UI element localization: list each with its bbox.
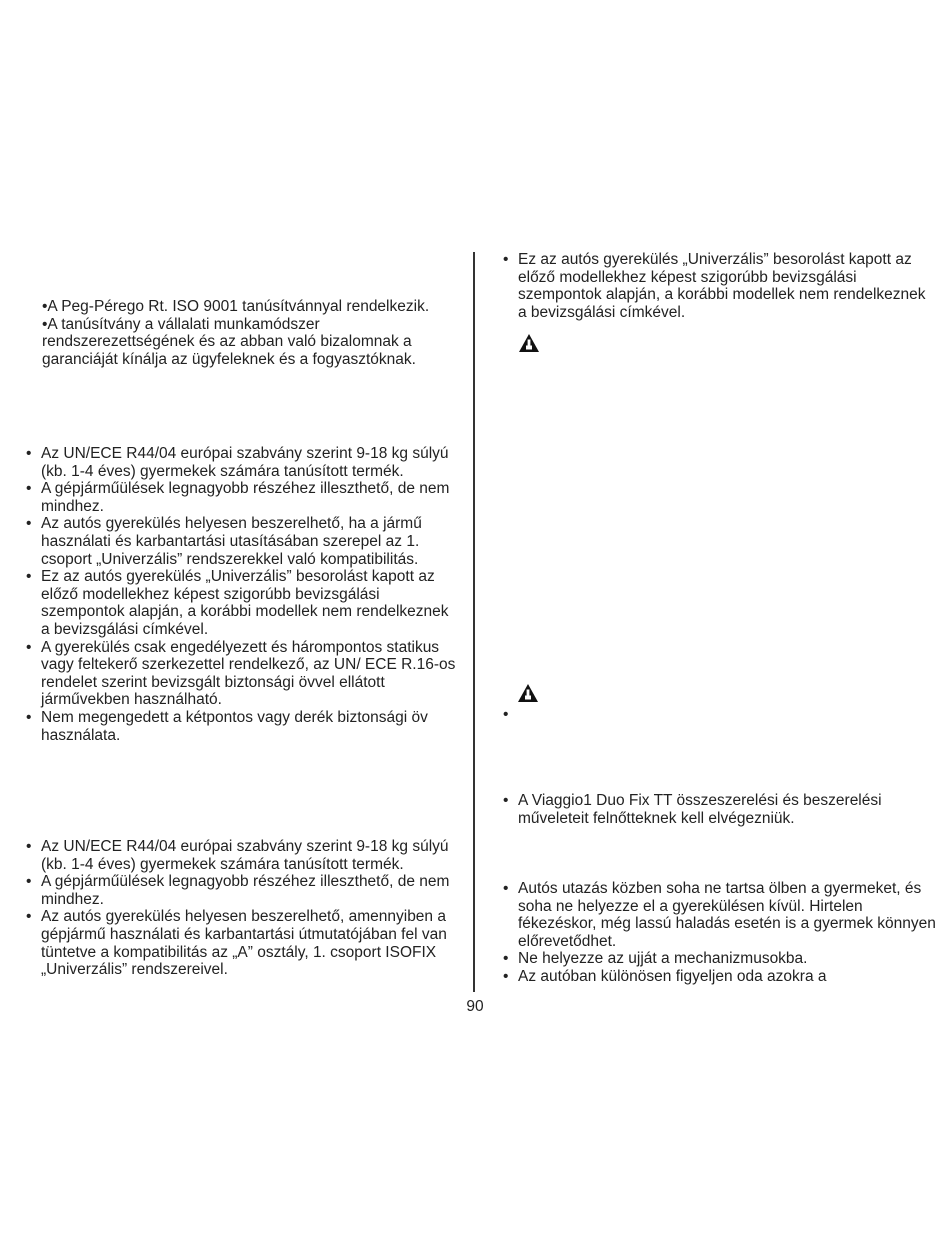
list-item: • Ez az autós gyerekülés „Univerzális” besorolást kapott az előző modellekhez képest szigorúbb bevizsgálási szempontok alapján, a korábbi modellek nem rendelkeznek a bevizsgálási címkével.: [503, 251, 938, 321]
list-item: • Az autós gyerekülés helyesen beszerelhető, ha a jármű használati és karbantartási utasításában szerepel az 1. csoport „Univerzális” rendszerekkel való kompatibilitás.: [26, 515, 456, 568]
standards-list-2: [26, 838, 456, 979]
list-item: • Az UN/ECE R44/04 európai szabvány szerint 9-18 kg súlyú (kb. 1-4 éves) gyermekek számára tanúsított termék.: [26, 838, 456, 873]
list-item: • Autós utazás közben soha ne tartsa ölben a gyermeket, és soha ne helyezze el a gyerekülésen kívül. Hirtelen fékezéskor, még lassú haladás esetén is a gyermek könnyen előrevetődhet.: [503, 880, 938, 950]
empty-bullet: •: [503, 706, 509, 723]
list-item: • A gyerekülés csak engedélyezett és hárompontos statikus vagy feltekerő szerkezettel rendelkező, az UN/ ECE R.16-os rendelet szerint bevizsgált biztonsági övvel ellátott járművekben használható.: [26, 639, 456, 709]
list-item: • Ez az autós gyerekülés „Univerzális” besorolást kapott az előző modellekhez képest szigorúbb bevizsgálási szempontok alapján, a korábbi modellek nem rendelkeznek a bevizsgálási címkével.: [26, 568, 456, 638]
page-number: 90: [466, 998, 484, 1015]
warning-icon: [518, 333, 540, 353]
list-item: • Az UN/ECE R44/04 európai szabvány szerint 9-18 kg súlyú (kb. 1-4 éves) gyermekek számára tanúsított termék.: [26, 445, 456, 480]
list-item: • Az autóban különösen figyeljen oda azokra a: [503, 968, 938, 986]
column-divider: [473, 252, 475, 992]
intro-line-2: •A tanúsítvány a vállalati munkamódszer rendszerezettségének és az abban való bizalomnak a garanciáját kínálja az ügyfeleknek és a fogyasztóknak.: [42, 315, 416, 368]
assembly-list: [503, 792, 938, 827]
universal-classification-list: [503, 251, 938, 321]
intro-line-1: •A Peg-Pérego Rt. ISO 9001 tanúsítvánnyal rendelkezik.: [42, 298, 430, 315]
warning-icon: [517, 683, 539, 703]
list-item: • Nem megengedett a kétpontos vagy derék biztonsági öv használata.: [26, 709, 456, 744]
intro-text: [42, 298, 462, 368]
travel-safety-list: [503, 880, 938, 986]
standards-list-1: [26, 445, 456, 744]
list-item: • A gépjárműülések legnagyobb részéhez illeszthető, de nem mindhez.: [26, 480, 456, 515]
list-item: • Ne helyezze az ujját a mechanizmusokba.: [503, 950, 938, 968]
list-item: • A Viaggio1 Duo Fix TT összeszerelési és beszerelési műveleteit felnőtteknek kell elvégezniük.: [503, 792, 938, 827]
list-item: • Az autós gyerekülés helyesen beszerelhető, amennyiben a gépjármű használati és karbantartási útmutatójában fel van tüntetve a kompatibilitás az „A” osztály, 1. csoport ISOFIX „Univerzális” rendszereivel.: [26, 908, 456, 978]
list-item: • A gépjárműülések legnagyobb részéhez illeszthető, de nem mindhez.: [26, 873, 456, 908]
